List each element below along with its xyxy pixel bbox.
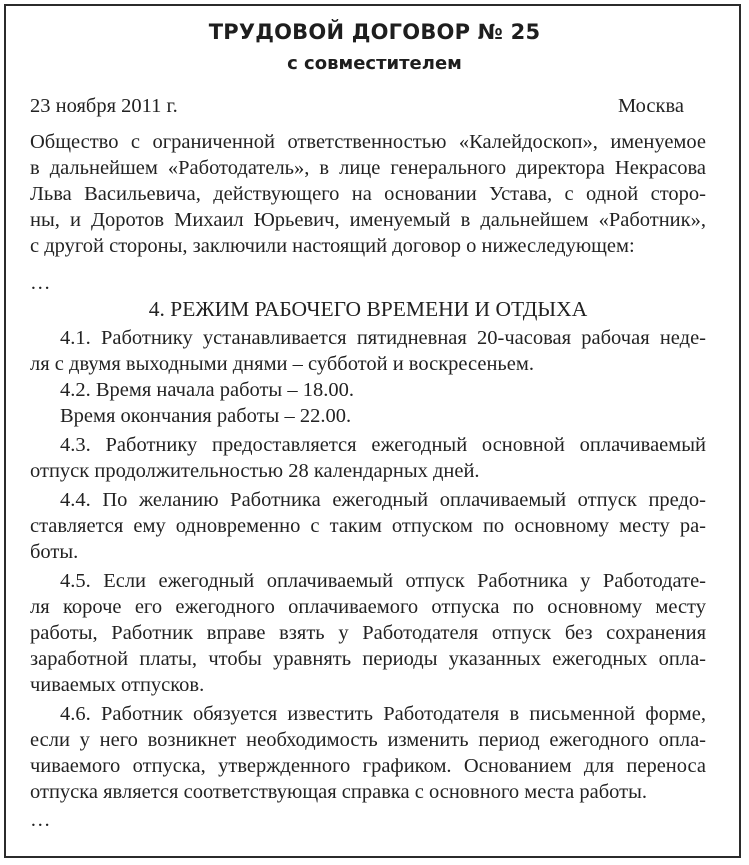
clause-4-6-line: если у него возникнет необходимость изменить период ежегодного опла- (30, 729, 706, 751)
clause-4-2-line: Время окончания работы – 22.00. (60, 405, 352, 427)
clause-4-1-line: ля с двумя выходными днями – субботой и воскресеньем. (30, 353, 534, 375)
clause-4-2-line: 4.2. Время начала работы – 18.00. (60, 379, 354, 401)
clause-4-5-line: чиваемых отпусков. (30, 674, 205, 696)
clause-4-4-line: 4.4. По желанию Работника ежегодный оплачиваемый отпуск предо- (60, 489, 706, 511)
document-subtitle: с совместителем (287, 53, 462, 74)
ellipsis: … (30, 809, 51, 831)
clause-4-5-line: заработной платы, чтобы уравнять периоды указанных ежегодных опла- (30, 648, 706, 670)
clause-4-5-line: 4.5. Если ежегодный оплачиваемый отпуск Работника у Работодате- (60, 570, 706, 592)
clause-4-5-line: работы, Работник вправе взять у Работодателя отпуск без сохранения (30, 622, 706, 644)
intro-line: ны, и Доротов Михаил Юрьевич, именуемый в дальнейшем «Работник», (30, 209, 706, 231)
intro-line: Общество с ограниченной ответственностью «Калейдоскоп», именуемое (30, 131, 706, 153)
clause-4-5-line: ля короче его ежегодного оплачиваемого отпуска по основному месту (30, 596, 706, 618)
document-title: ТРУДОВОЙ ДОГОВОР № 25 (208, 20, 541, 44)
clause-4-4-line: боты. (30, 541, 79, 563)
clause-4-4-line: ставляется ему одновременно с таким отпуском по основному месту ра- (30, 515, 706, 537)
intro-line: с другой стороны, заключили настоящий договор о нижеследующем: (30, 235, 635, 257)
clause-4-3-line: 4.3. Работнику предоставляется ежегодный основной оплачиваемый (60, 434, 706, 456)
clause-4-6-line: чиваемого отпуска, утвержденного графиком. Основанием для переноса (30, 755, 706, 777)
clause-4-1-line: 4.1. Работнику устанавливается пятидневная 20-часовая рабочая неде- (60, 327, 706, 349)
intro-line: в дальнейшем «Работодатель», в лице генерального директора Некрасова (30, 157, 706, 179)
ellipsis: … (30, 272, 51, 294)
clause-4-3-line: отпуск продолжительностью 28 календарных дней. (30, 460, 480, 482)
date-city-row (30, 93, 706, 119)
contract-city: Москва (617, 95, 684, 117)
contract-date: 23 ноября 2011 г. (30, 95, 178, 117)
clause-4-6-line: отпуска является соответствующая справка с основного места работы. (30, 781, 647, 803)
intro-line: Льва Васильевича, действующего на основании Устава, с одной сторо- (30, 183, 706, 205)
clause-4-6-line: 4.6. Работник обязуется известить Работодателя в письменной форме, (60, 703, 706, 725)
section-heading: 4. РЕЖИМ РАБОЧЕГО ВРЕМЕНИ И ОТДЫХА (148, 297, 588, 321)
